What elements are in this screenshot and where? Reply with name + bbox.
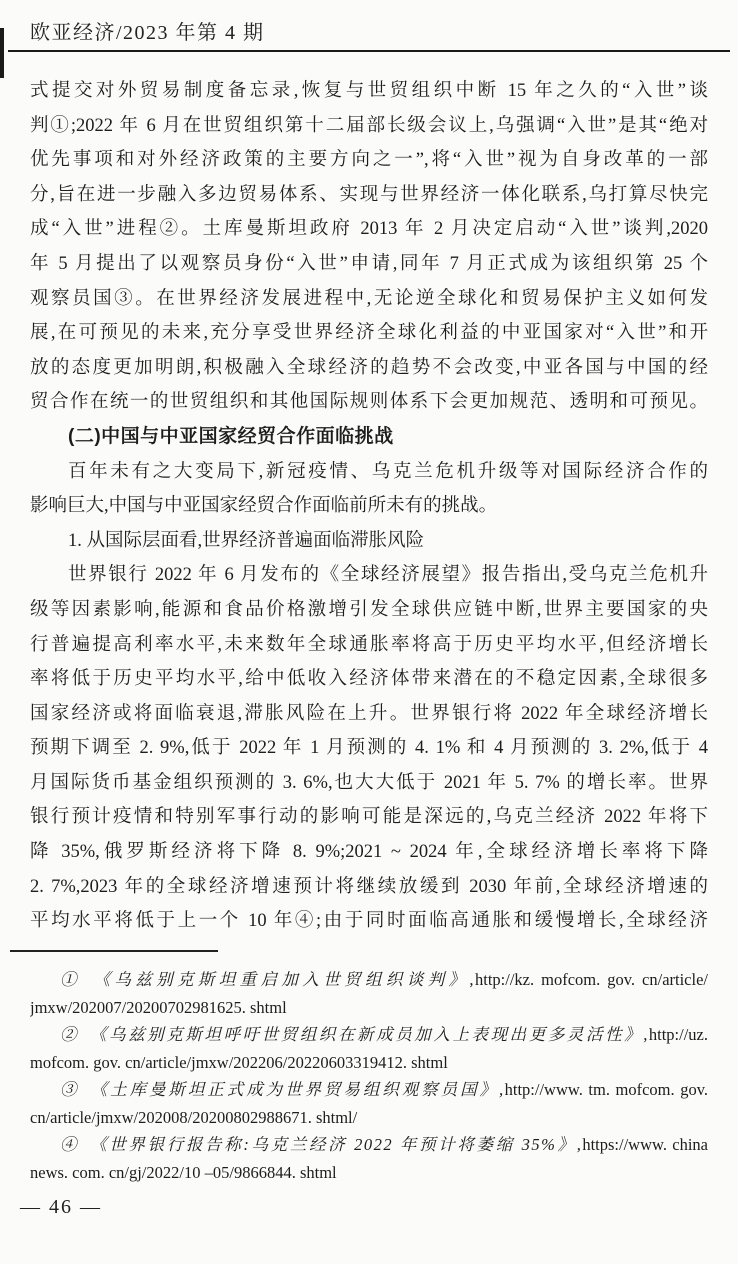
body-line: 国家经济或将面临衰退,滞胀风险在上升。世界银行将 2022 年全球经济增长 bbox=[30, 703, 708, 724]
scan-edge-artifact bbox=[0, 28, 4, 78]
footnote-text: ② 《乌兹别克斯坦呼吁世贸组织在新成员加入上表现出更多灵活性》, bbox=[60, 1025, 649, 1044]
footnote-line bbox=[30, 1131, 708, 1159]
body-line: 分,旨在进一步融入多边贸易体系、实现与世界经济一体化联系,乌打算尽快完 bbox=[30, 184, 708, 205]
body-line: 观察员国③。在世界经济发展进程中,无论逆全球化和贸易保护主义如何发 bbox=[30, 288, 708, 309]
body-line: 优先事项和对外经济政策的主要方向之一”,将“入世”视为自身改革的一部 bbox=[30, 150, 708, 171]
body-text-block bbox=[30, 74, 708, 939]
body-line: 世界银行 2022 年 6 月发布的《全球经济展望》报告指出,受乌克兰危机升 bbox=[68, 565, 708, 586]
section-heading: (二)中国与中亚国家经贸合作面临挑战 bbox=[68, 425, 394, 447]
footnote-line bbox=[30, 966, 708, 994]
footnote-url: http://kz. mofcom. gov. cn/article/ bbox=[474, 970, 708, 989]
body-line: 式提交对外贸易制度备忘录,恢复与世贸组织中断 15 年之久的“入世”谈 bbox=[30, 81, 708, 101]
running-header: 欧亚经济/2023 年第 4 期 bbox=[30, 22, 265, 44]
body-line: 预期下调至 2. 9%,低于 2022 年 1 月预测的 4. 1% 和 4 月预测的 3. 2%,低于 4 bbox=[30, 738, 708, 759]
footnote-line bbox=[30, 1021, 708, 1049]
body-line: 行普遍提高利率水平,未来数年全球通胀率将高于历史平均水平,但经济增长 bbox=[30, 634, 708, 655]
footnote-url: http://www. tm. mofcom. gov. bbox=[504, 1080, 708, 1099]
footnote-line bbox=[30, 1104, 708, 1132]
footnote-url: https://www. china bbox=[582, 1135, 708, 1154]
footnote-text: ③ 《土库曼斯坦正式成为世界贸易组织观察员国》, bbox=[60, 1080, 505, 1099]
footnote-url: news. com. cn/gj/2022/10 –05/9866844. shtml bbox=[30, 1162, 337, 1182]
body-line: 降 35%,俄罗斯经济将下降 8. 9%;2021 ~ 2024 年,全球经济增长率将下降 bbox=[30, 842, 708, 863]
body-line: 月国际货币基金组织预测的 3. 6%,也大大低于 2021 年 5. 7% 的增长率。世界 bbox=[30, 772, 708, 793]
footnote-line bbox=[30, 1159, 708, 1187]
footnote-text: ④ 《世界银行报告称:乌克兰经济 2022 年预计将萎缩 35%》, bbox=[60, 1135, 583, 1154]
footnotes-block bbox=[30, 966, 708, 1186]
body-line: 2. 7%,2023 年的全球经济增速预计将继续放缓到 2030 年前,全球经济增速的 bbox=[30, 876, 708, 897]
subsection-heading: 1. 从国际层面看,世界经济普遍面临滞胀风险 bbox=[68, 530, 425, 551]
body-line: 展,在可预见的未来,充分享受世界经济全球化利益的中亚国家对“入世”和开 bbox=[30, 323, 708, 344]
body-line: 银行预计疫情和特别军事行动的影响可能是深远的,乌克兰经济 2022 年将下 bbox=[30, 807, 708, 828]
body-line: 判①;2022 年 6 月在世贸组织第十二届部长级会议上,乌强调“入世”是其“绝对 bbox=[30, 115, 708, 136]
body-line: 率将低于历史平均水平,给中低收入经济体带来潜在的不稳定因素,全球很多 bbox=[30, 669, 708, 690]
body-line: 级等因素影响,能源和食品价格激增引发全球供应链中断,世界主要国家的央 bbox=[30, 599, 708, 620]
footnote-url: http://uz. bbox=[648, 1025, 708, 1044]
footnote-line bbox=[30, 1076, 708, 1104]
footnote-url: cn/article/jmxw/202008/20200802988671. shtml/ bbox=[30, 1107, 358, 1127]
footnote-separator-rule bbox=[10, 950, 218, 952]
body-line: 影响巨大,中国与中亚国家经贸合作面临前所未有的挑战。 bbox=[30, 496, 498, 517]
body-line: 年 5 月提出了以观察员身份“入世”申请,同年 7 月正式成为该组织第 25 个 bbox=[30, 253, 708, 274]
header-rule bbox=[8, 50, 730, 52]
body-line: 放的态度更加明朗,积极融入全球经济的趋势不会改变,中亚各国与中国的经 bbox=[30, 357, 708, 378]
page-number: — 46 — bbox=[20, 1196, 102, 1218]
body-line: 百年未有之大变局下,新冠疫情、乌克兰危机升级等对国际经济合作的 bbox=[68, 461, 708, 482]
footnote-line bbox=[30, 1049, 708, 1077]
footnote-url: mofcom. gov. cn/article/jmxw/202206/20220603319412. shtml bbox=[30, 1052, 448, 1072]
footnote-url: jmxw/202007/20200702981625. shtml bbox=[30, 997, 287, 1017]
body-line: 平均水平将低于上一个 10 年④;由于同时面临高通胀和缓慢增长,全球经济 bbox=[30, 911, 708, 932]
footnote-text: ① 《乌兹别克斯坦重启加入世贸组织谈判》, bbox=[60, 970, 475, 989]
footnote-line bbox=[30, 994, 708, 1022]
body-line: 成“入世”进程②。土库曼斯坦政府 2013 年 2 月决定启动“入世”谈判,2020 bbox=[30, 219, 708, 240]
body-line: 贸合作在统一的世贸组织和其他国际规则体系下会更加规范、透明和可预见。 bbox=[30, 392, 708, 413]
